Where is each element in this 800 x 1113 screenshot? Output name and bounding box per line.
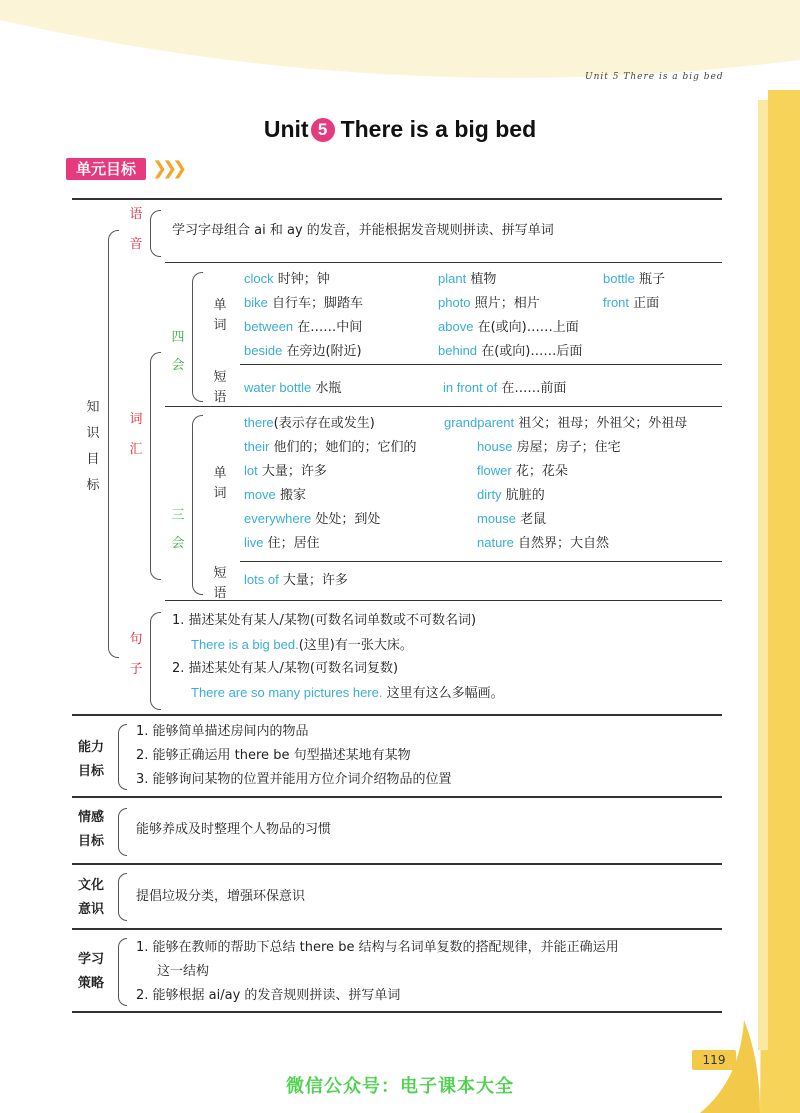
word-item: nature 自然界；大自然 [477,535,610,551]
word-item: grandparent 祖父；祖母；外祖父；外祖母 [444,415,688,431]
three-words-label: 单 词 [213,466,227,501]
ability-label: 能力 目标 [78,740,105,779]
page-number: 119 [692,1050,736,1070]
four-phrases-label: 短 语 [213,370,227,405]
three-phrases-label: 短 语 [213,566,227,601]
sentence-example: There are so many pictures here. 这里有这么多幅画。 [191,685,504,701]
word-item: above 在(或向)……上面 [438,319,579,335]
word-item: their 他们的；她们的；它们的 [244,439,417,455]
brace-four-skills [192,272,203,402]
brace-pronunciation [150,210,161,257]
rule-knowledge [72,714,722,716]
rule-top [72,198,722,200]
sentences-label: 句 子 [129,632,143,677]
ability-item: 2. 能够正确运用 there be 句型描述某地有某物 [136,748,411,763]
rule-four-skills [165,406,722,407]
brace-emotion [118,808,127,856]
strategy-label: 学习 策略 [78,952,105,991]
brace-knowledge [108,230,119,658]
ability-item: 3. 能够询问某物的位置并能用方位介词介绍物品的位置 [136,772,452,787]
culture-text: 提倡垃圾分类，增强环保意识 [136,889,306,904]
word-item: behind 在(或向)……后面 [438,343,583,359]
brace-culture [118,873,127,921]
sentence-desc: 2. 描述某处有某人/某物(可数名词复数) [172,661,399,676]
brace-three-skills [192,415,203,595]
phrase-item: lots of 大量；许多 [244,572,348,588]
rule-bottom [72,1011,722,1013]
word-item: live 住；居住 [244,535,320,551]
word-item: clock 时钟；钟 [244,271,330,287]
ability-item: 1. 能够简单描述房间内的物品 [136,724,309,739]
sentence-desc: 1. 描述某处有某人/某物(可数名词单数或不可数名词) [172,613,477,628]
pronunciation-label: 语 音 [129,207,143,252]
running-header: Unit 5 There is a big bed [585,72,724,82]
vocab-label: 词 汇 [129,412,143,457]
title-unit: Unit [263,116,309,142]
rule-three-words [240,561,722,562]
page-title [0,116,800,143]
word-item: dirty 肮脏的 [477,487,545,503]
unit-number-badge: 5 [311,118,335,142]
rule-three-skills [165,600,722,601]
three-skills-label: 三 会 [171,508,185,551]
section-badge: 单元目标 [66,158,146,180]
word-item: bike 自行车；脚踏车 [244,295,364,311]
word-item: bottle 瓶子 [603,271,665,287]
word-item: there(表示存在或发生) [244,415,375,431]
word-item: between 在……中间 [244,319,363,335]
word-item: mouse 老鼠 [477,511,547,527]
rule-ability [72,796,722,798]
word-item: lot 大量；许多 [244,463,327,479]
brace-ability [118,724,127,790]
watermark: 微信公众号：电子课本大全 [286,1076,514,1097]
brace-sentences [150,612,161,710]
word-item: move 搬家 [244,487,306,503]
sentence-example: There is a big bed.(这里)有一张大床。 [191,637,413,653]
rule-culture [72,928,722,930]
pronunciation-text: 学习字母组合 ai 和 ay 的发音，并能根据发音规则拼读、拼写单词 [172,223,554,238]
brace-vocab [150,352,161,580]
word-item: front 正面 [603,295,660,311]
word-item: everywhere 处处；到处 [244,511,381,527]
emotion-label: 情感 目标 [78,810,105,849]
chevron-arrows-icon: ❯❯❯ [152,158,183,179]
strategy-item: 2. 能够根据 ai/ay 的发音规则拼读、拼写单词 [136,988,401,1003]
title-name: There is a big bed [340,116,537,142]
culture-label: 文化 意识 [78,878,105,917]
rule-emotion [72,863,722,865]
phrase-item: in front of 在……前面 [443,380,567,396]
rule-four-words [240,364,722,365]
phrase-item: water bottle 水瓶 [244,380,342,396]
word-item: photo 照片；相片 [438,295,540,311]
word-item: beside 在旁边(附近) [244,343,362,359]
word-item: house 房屋；房子；住宅 [477,439,621,455]
rule-after-pronunciation [165,262,722,263]
brace-strategy [118,938,127,1006]
strategy-item: 1. 能够在教师的帮助下总结 there be 结构与名词单复数的搭配规律，并能正确运用 [136,940,619,955]
knowledge-label: 知 识 目 标 [86,400,100,493]
four-skills-label: 四 会 [171,330,185,373]
emotion-text: 能够养成及时整理个人物品的习惯 [136,822,332,837]
word-item: flower 花；花朵 [477,463,568,479]
word-item: plant 植物 [438,271,497,287]
strategy-item-cont: 这一结构 [157,964,210,979]
four-words-label: 单 词 [213,298,227,333]
